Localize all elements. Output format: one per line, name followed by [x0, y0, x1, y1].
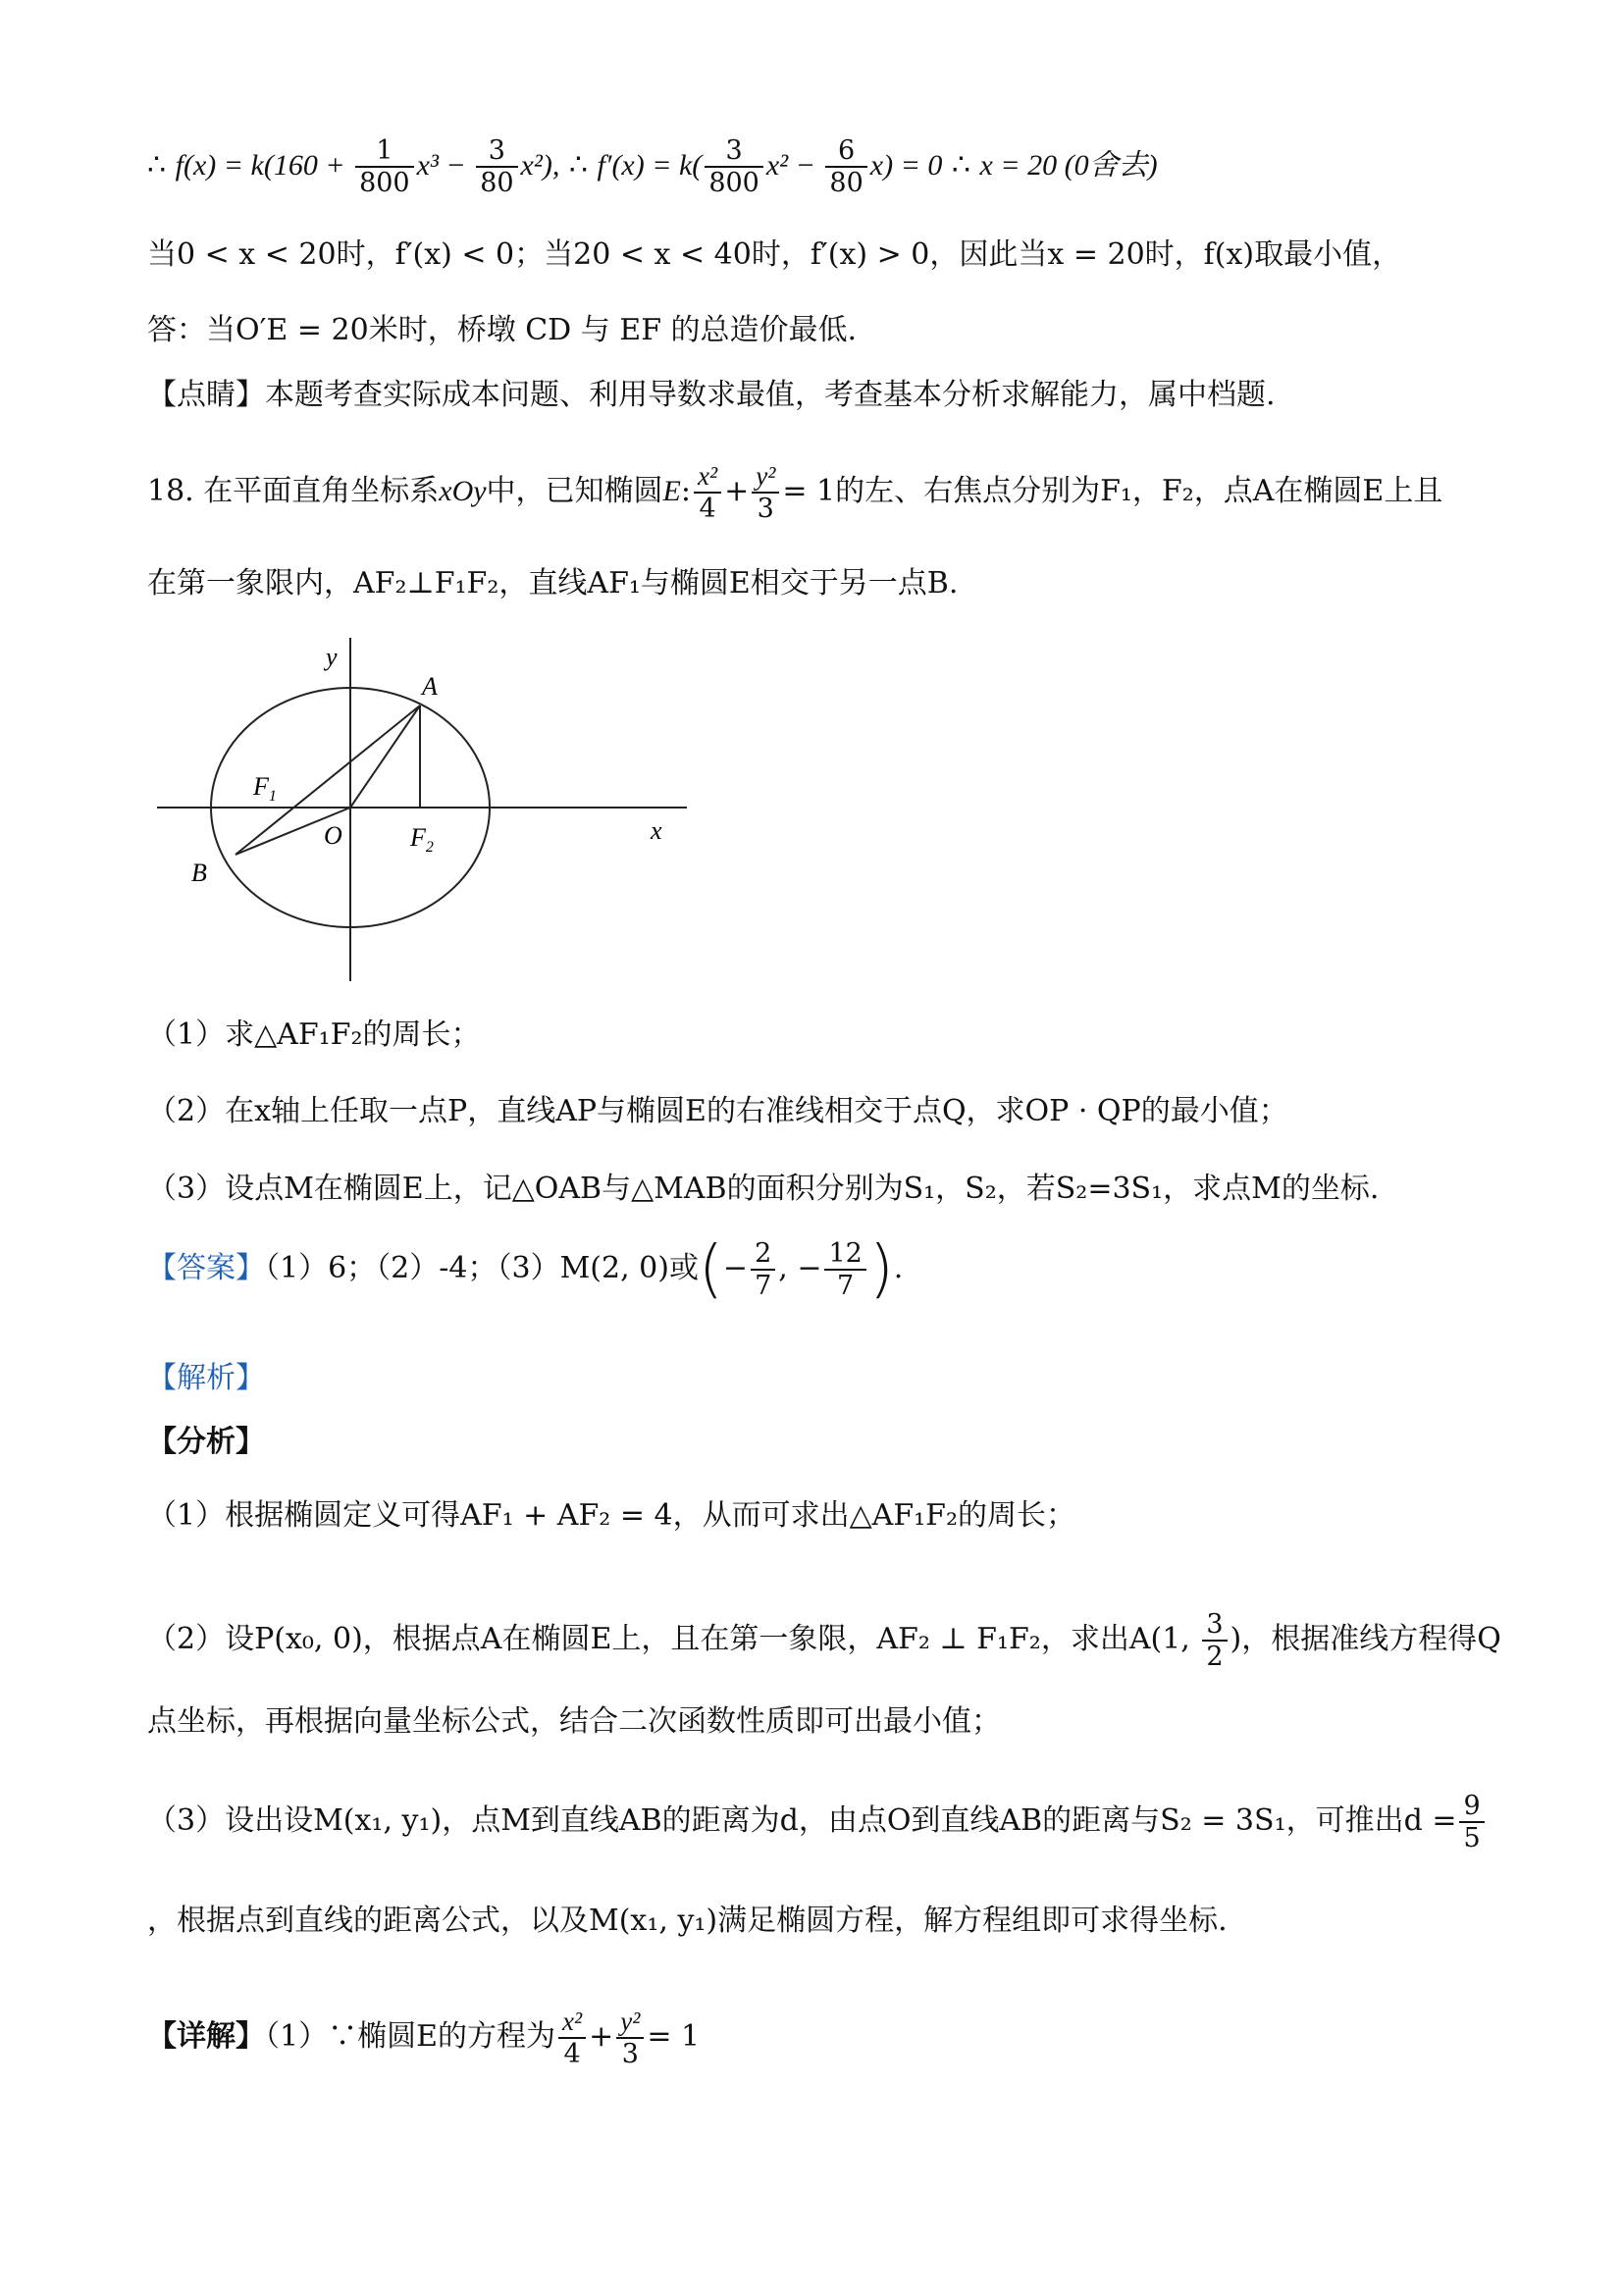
- q18-prefix: 18. 在平面直角坐标系: [147, 474, 440, 509]
- frac-den: 5: [1463, 1823, 1481, 1854]
- plus: +: [724, 474, 750, 509]
- frac-num: 1: [355, 135, 414, 168]
- analysis-2-text-b: )，根据准线方程得Q: [1230, 1622, 1501, 1657]
- point-F2-label: [409, 823, 434, 856]
- fx-text: f(x): [175, 149, 217, 183]
- frac-den: 7: [837, 1271, 855, 1302]
- answer-line: [147, 1233, 904, 1307]
- detail-line: [147, 2007, 700, 2069]
- fraction-12-7: [824, 1238, 865, 1301]
- jiexi-tag: 【解析】: [147, 1361, 265, 1395]
- x2minus-text: x² −: [765, 149, 823, 183]
- answer-text: （1）6；（2）-4；（3）M(2, 0)或: [265, 1251, 699, 1286]
- frac-den: 2: [1206, 1642, 1224, 1673]
- F1-sub: 1: [268, 788, 277, 805]
- xclose-text: x) = 0: [869, 149, 943, 183]
- frac-num: 3: [1202, 1609, 1227, 1642]
- frac-den: 4: [563, 2039, 581, 2070]
- monotonic-line: 当0 < x < 20时，f′(x) < 0；当20 < x < 40时，f′(x) > 0，因此当x = 20时，f(x)取最小值，: [147, 237, 1402, 272]
- F2-sub: 2: [425, 839, 434, 856]
- fraction-3-800: [705, 135, 763, 198]
- therefore-symbol: ∴: [568, 148, 588, 183]
- frac-num: y²: [752, 461, 779, 494]
- fprime-text: f′(x): [597, 149, 645, 183]
- analysis-2-text-a: （2）设P(x₀, 0)，根据点A在椭圆E上，且在第一象限，AF₂ ⊥ F₁F₂，求出A(1,: [147, 1622, 1200, 1657]
- frac-den: 3: [621, 2039, 639, 2070]
- q18-tail: 的左、右焦点分别为F₁，F₂，点A在椭圆E上且: [835, 474, 1443, 509]
- point-B-label: B: [191, 859, 207, 887]
- right-paren: ): [868, 1233, 894, 1307]
- fraction-3-2: [1202, 1609, 1227, 1672]
- fraction-x2-4-detail: [558, 2007, 586, 2069]
- answer-conclusion-line: 答：当O′E = 20米时，桥墩 CD 与 EF 的总造价最低.: [147, 313, 858, 347]
- frac-den: 80: [480, 168, 514, 199]
- fraction-3-80: [476, 135, 517, 198]
- x-axis-label: x: [651, 816, 662, 845]
- minus-sign: −: [722, 1251, 749, 1286]
- frac-den: 800: [708, 168, 759, 199]
- line-OA: [350, 705, 420, 808]
- derivative-line: [147, 135, 1158, 198]
- origin-O-label: O: [324, 821, 342, 850]
- xoy-text: xOy: [439, 475, 487, 508]
- analysis-2-line2: 点坐标，再根据向量坐标公式，结合二次函数性质即可出最小值；: [147, 1704, 1001, 1739]
- frac-num: 3: [705, 135, 763, 168]
- equals-one: = 1: [782, 474, 836, 509]
- fenxi-tag: 【分析】: [147, 1425, 265, 1459]
- colon: :: [680, 474, 691, 509]
- frac-num: y²: [616, 2007, 644, 2039]
- frac-den: 80: [829, 168, 864, 199]
- therefore-symbol: ∴: [951, 148, 970, 183]
- fraction-x2-4: [694, 461, 721, 524]
- frac-num: x²: [558, 2007, 586, 2039]
- frac-den: 800: [359, 168, 410, 199]
- frac-num: 2: [751, 1238, 775, 1271]
- analysis-2-line1: [147, 1609, 1501, 1672]
- comma-minus: , −: [778, 1251, 822, 1286]
- frac-num: 6: [825, 135, 866, 168]
- x2-text: x²),: [520, 149, 560, 183]
- x3-text: x³ −: [416, 149, 474, 183]
- detail-tag: 【详解】: [147, 2019, 265, 2055]
- analysis-3-line2: ，根据点到直线的距离公式，以及M(x₁, y₁)满足椭圆方程，解方程组即可求得坐标.: [147, 1904, 1228, 1938]
- plus: +: [589, 2019, 614, 2055]
- fraction-y2-3: [752, 461, 779, 524]
- frac-num: x²: [694, 461, 721, 494]
- ellipse-name: E: [662, 475, 681, 508]
- y-axis-label: y: [326, 643, 338, 671]
- comment-line: 【点睛】本题考查实际成本问题、利用导数求最值，考查基本分析求解能力，属中档题.: [147, 378, 1276, 412]
- frac-den: 4: [699, 494, 716, 525]
- analysis-3-text-a: （3）设出设M(x₁, y₁)，点M到直线AB的距离为d，由点O到直线AB的距离与S₂ = 3S₁，可推出d =: [147, 1803, 1457, 1839]
- detail-text: （1）∵椭圆E的方程为: [265, 2019, 555, 2055]
- q18-mid: 中，已知椭圆: [486, 474, 663, 509]
- eq-text: = k(160 +: [216, 149, 353, 183]
- fraction-6-80: [825, 135, 866, 198]
- fraction-2-7: [751, 1238, 775, 1301]
- therefore-symbol: ∴: [147, 148, 167, 183]
- left-paren: (: [698, 1233, 723, 1307]
- frac-num: 12: [824, 1238, 865, 1271]
- question-18-line1: [147, 461, 1442, 524]
- F1-letter: F: [253, 772, 269, 801]
- analysis-3-line1: [147, 1791, 1488, 1853]
- analysis-1: （1）根据椭圆定义可得AF₁ + AF₂ = 4，从而可求出△AF₁F₂的周长；: [147, 1498, 1076, 1533]
- fraction-1-800: [355, 135, 414, 198]
- frac-num: 3: [476, 135, 517, 168]
- answer-tag: 【答案】: [147, 1251, 265, 1286]
- eq-text: = k(: [644, 149, 703, 183]
- answer-end: .: [893, 1251, 904, 1286]
- F2-letter: F: [410, 823, 426, 852]
- fraction-y2-3-detail: [616, 2007, 644, 2069]
- sub-question-3: （3）设点M在椭圆E上，记△OAB与△MAB的面积分别为S₁，S₂，若S₂=3S₁，求点M的坐标.: [147, 1172, 1380, 1206]
- question-18-line2: 在第一象限内，AF₂⊥F₁F₂，直线AF₁与椭圆E相交于另一点B.: [147, 566, 959, 600]
- result-text: x = 20 (0舍去): [979, 149, 1158, 183]
- point-A-label: A: [422, 672, 438, 701]
- point-F1-label: [252, 772, 277, 805]
- ellipse-figure: [157, 638, 687, 981]
- frac-num: 9: [1459, 1791, 1484, 1823]
- frac-den: 3: [757, 494, 774, 525]
- fraction-9-5: [1459, 1791, 1484, 1853]
- sub-question-2: （2）在x轴上任取一点P，直线AP与椭圆E的右准线相交于点Q，求OP · QP的最小值；: [147, 1094, 1288, 1128]
- sub-question-1: （1）求△AF₁F₂的周长；: [147, 1018, 481, 1052]
- frac-den: 7: [755, 1271, 772, 1302]
- equals-one: = 1: [647, 2019, 701, 2055]
